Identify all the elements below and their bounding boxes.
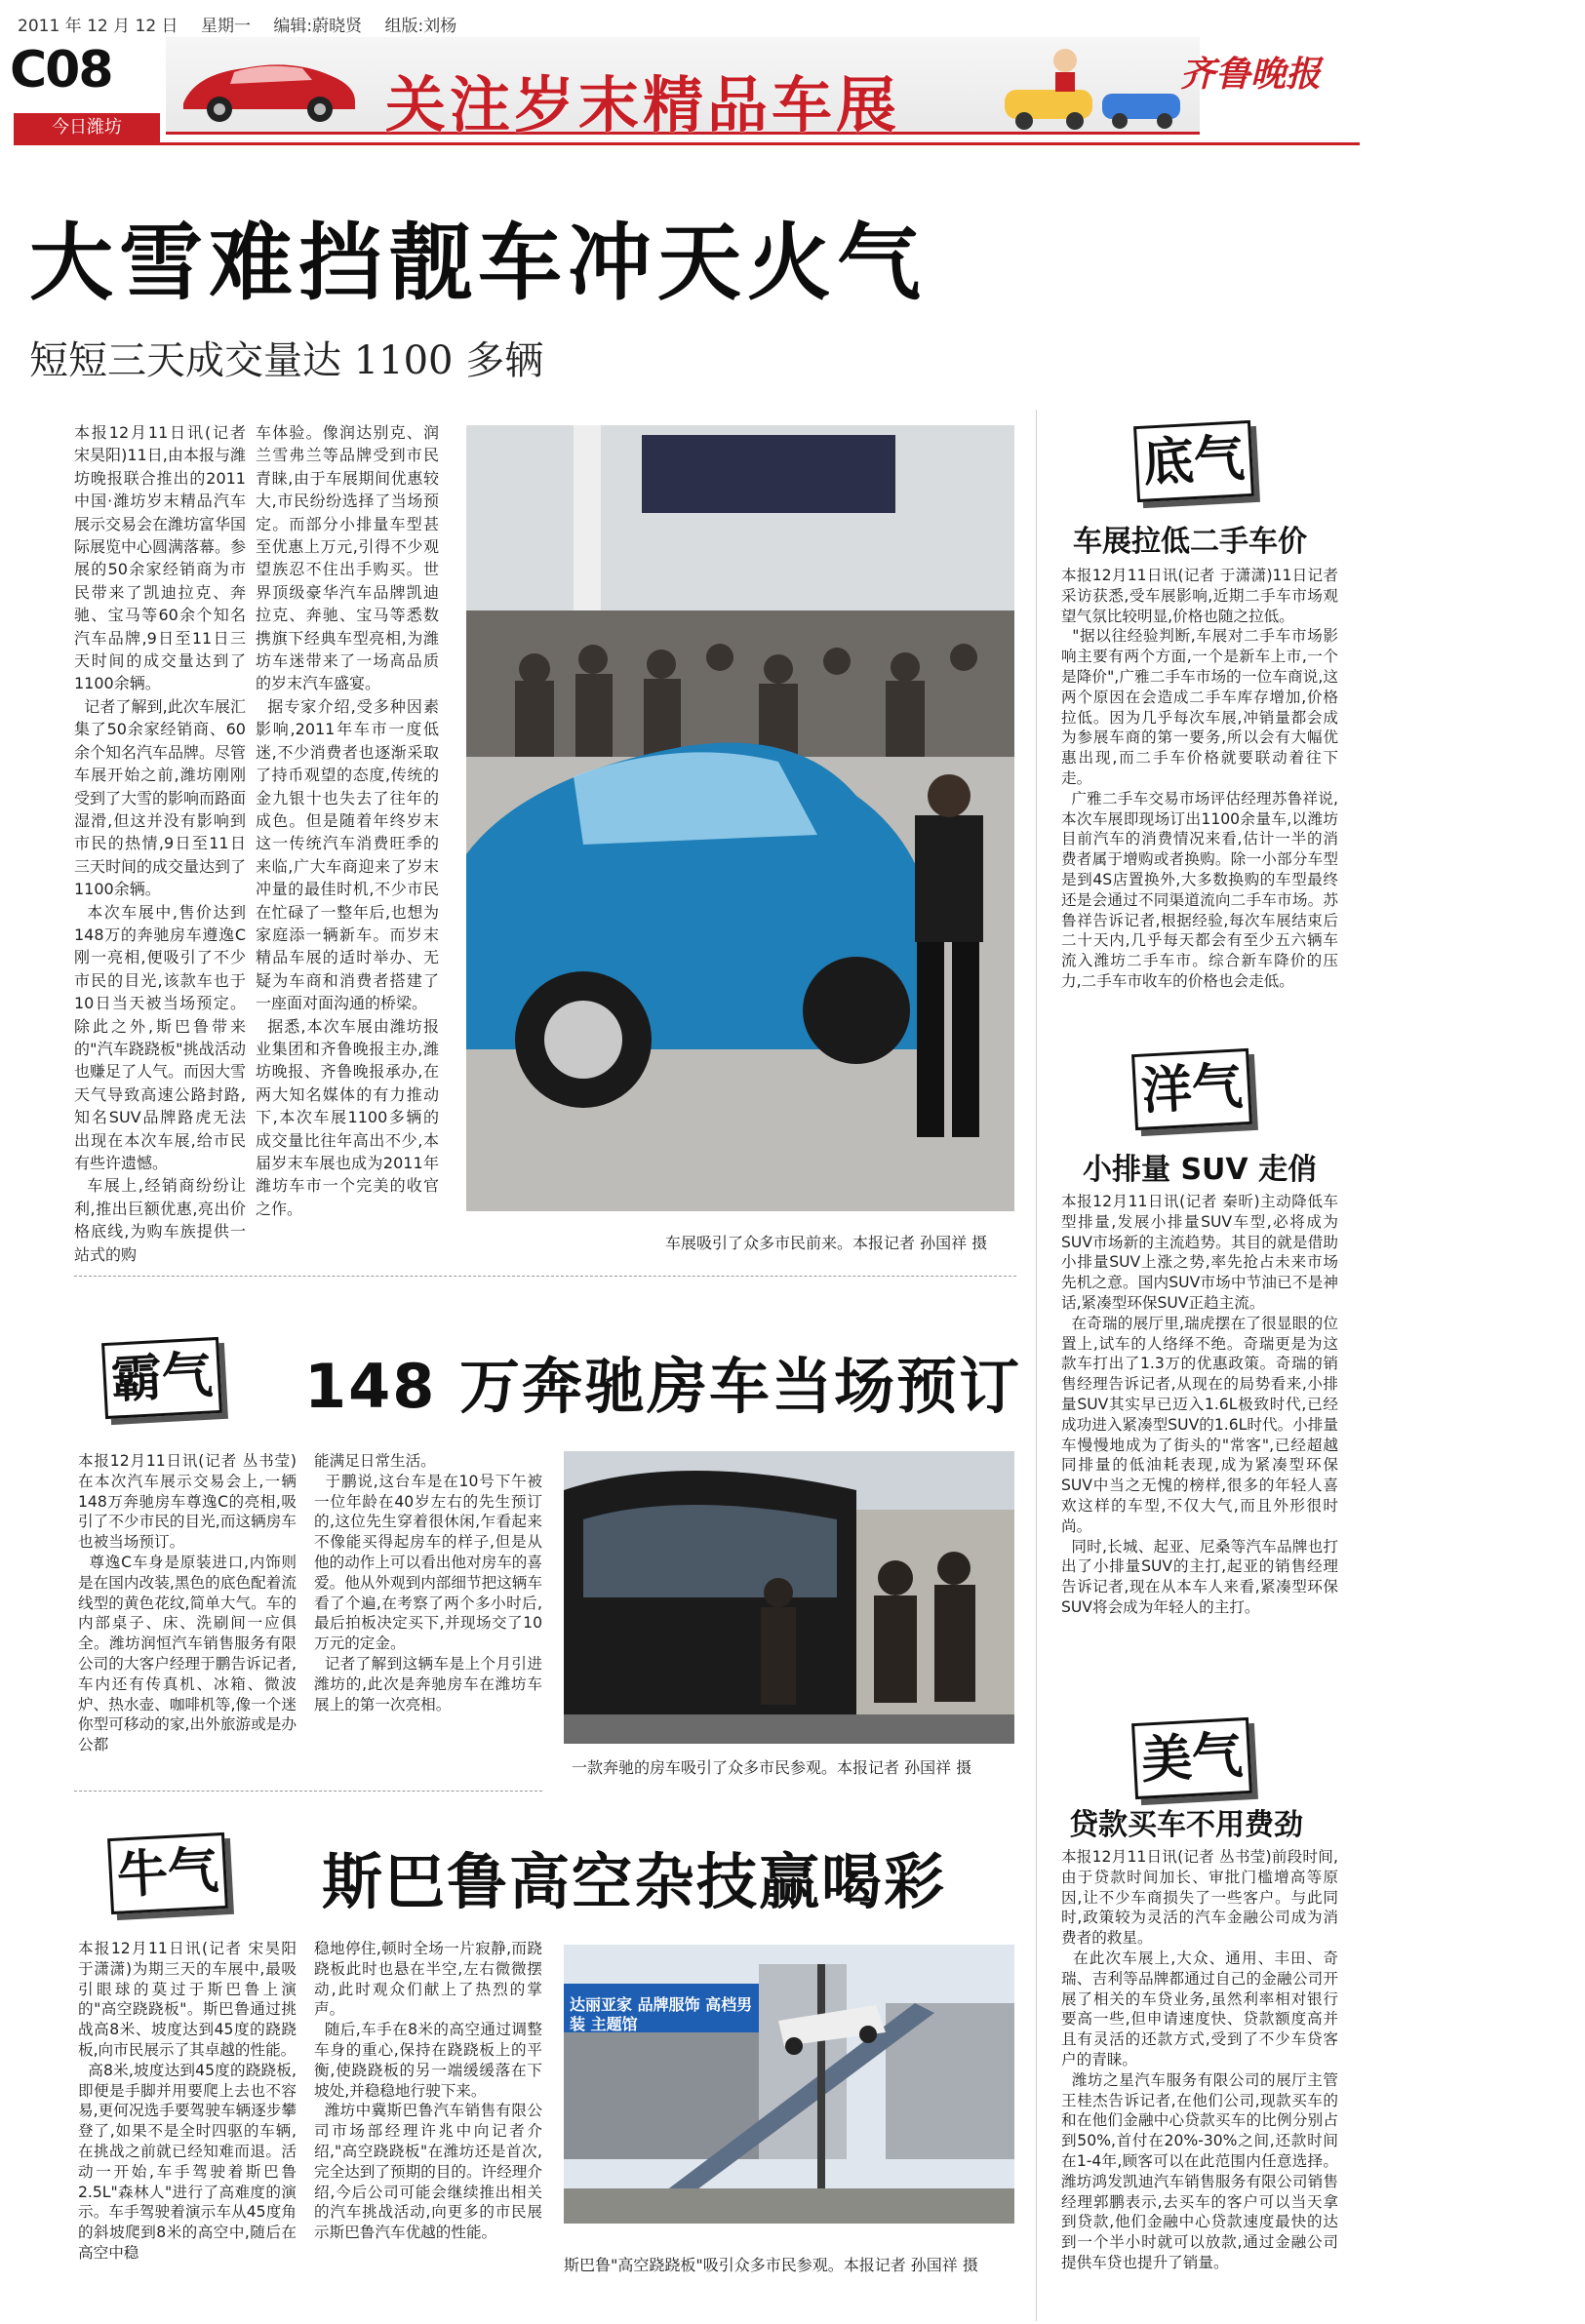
side-story-3-title: 贷款买车不用费劲 [1069,1808,1303,1842]
banner-cartoon-illustration [995,39,1200,133]
editor-credit: 编辑:蔚晓贤 [273,17,363,36]
benz-body-column-1: 本报12月11日讯(记者 丛书莹)在本次汽车展示交易会上,一辆148万奔驰房车尊逸C的亮相,吸引了不少市民的目光,而这辆房车也被当场预订。 尊逸C车身是原装进口,内饰则是在国内改装,黑色的底色配着流线型的黄色花纹,简单大气。车的内部桌子、床、洗刷间一应俱全。潍坊润恒汽车销售服务有限公司的大客户经理于鹏告诉记者,车内还有传真机、冰箱、微波炉、热水壶、咖啡机等,像一个迷你型可移动的家,出外旅游或是办公都 [78,1452,297,1754]
issue-date: 2011 年 12 月 12 日 [18,17,178,36]
section-divider [74,1276,1016,1277]
lead-body-column-1: 本报12月11日讯(记者 宋昊阳)11日,由本报与潍坊晚报联合推出的2011中国·潍坊岁末精品汽车展示交易会在潍坊富华国际展览中心圆满落幕。参展的50余家经销商为市民带来了凯迪拉克、奔驰、宝马等60余个知名汽车品牌,9日至11日三天时间的成交量达到了1100余辆。 记者了解到,此次车展汇集了50余家经销商、60余个知名汽车品牌。尽管车展开始之前,潍坊刚刚受到了大雪的影响而路面湿滑,但这并没有影响到市民的热情,9日至11日三天时间的成交量达到了1100余辆。 本次车展中,售价达到148万的奔驰房车遵逸C刚一亮相,便吸引了不少市民的目光,该款车也于10日当天被当场预定。除此之外,斯巴鲁带来的"汽车跷跷板"挑战活动也赚足了人气。而因大雪天气导致高速公路封路,知名SUV品牌路虎无法出现在本次车展,给市民有些许遗憾。 车展上,经销商纷纷让利,推出巨额优惠,亮出价格底线,为购车族提供一站式的购 [74,423,247,1264]
benz-photo-caption: 一款奔驰的房车吸引了众多市民参观。本报记者 孙国祥 摄 [572,1758,972,1777]
subaru-story-title: 斯巴鲁高空杂技赢喝彩 [322,1846,947,1917]
header-meta [18,12,474,36]
subaru-photo-seesaw [564,1945,1014,2224]
subaru-body-column-2: 稳地停住,顿时全场一片寂静,而跷跷板此时也悬在半空,左右微微摆动,此时观众们献上了热烈的掌声。 随后,车手在8米的高空通过调整车身的重心,保持在跷跷板上的平衡,使跷跷板的另一端缓缓落在下坡处,并稳稳地行驶下来。 潍坊中冀斯巴鲁汽车销售有限公司市场部经理许兆中向记者介绍,"高空跷跷板"在潍坊还是首次,完全达到了预期的目的。许经理介绍,今后公司可能会继续推出相关的汽车挑战活动,向更多的市民展示斯巴鲁汽车优越的性能。 [314,1940,542,2242]
subaru-photo-caption: 斯巴鲁"高空跷跷板"吸引众多市民参观。本报记者 孙国祥 摄 [564,2256,978,2274]
tag-meiqi: 美气 [1131,1717,1252,1799]
layout-credit: 组版:刘杨 [384,17,457,36]
section-divider [74,1791,542,1792]
benz-photo-motorhome-visitors [564,1451,1014,1744]
header-divider [14,142,1360,145]
side-story-2-body: 本报12月11日讯(记者 秦昕)主动降低车型排量,发展小排量SUV车型,必将成为SUV市场新的主流趋势。其目的就是借助小排量SUV上涨之势,率先抢占未来市场先机之意。国内SUV市场中节油已不是神话,紧凑型环保SUV正趋主流。 在奇瑞的展厅里,瑞虎摆在了很显眼的位置上,试车的人络绎不绝。奇瑞更是为这款车打出了1.3万的优惠政策。奇瑞的销售经理告诉记者,从现在的局势看来,小排量SUV其实早已迈入1.6L极致时代,已经成功进入紧凑型SUV的1.6L时代。小排量车慢慢地成为了街头的"常客",已经超越同排量的低油耗表现,成为紧凑型环保SUV中当之无愧的榜样,很多的年轻人喜欢这样的车型,不仅大气,而且外形很时尚。 同时,长城、起亚、尼桑等汽车品牌也打出了小排量SUV的主打,起亚的销售经理告诉记者,现在从本车人来看,紧凑型环保SUV将会成为年轻人的主打。 [1061,1193,1338,1616]
tag-yangqi: 洋气 [1131,1048,1252,1130]
section-tag: 今日潍坊 [14,113,160,142]
side-story-1-body: 本报12月11日讯(记者 于潇潇)11日记者采访获悉,受车展影响,近期二手车市场观望气氛比较明显,价格也随之拉低。 "据以往经验判断,车展对二手车市场影响主要有两个方面,一个是新车上市,一个是降价",广雅二手车市场的一位车商说,这两个原因在会造成二手车库存增加,价格拉低。因为几乎每次车展,冲销量都会成为参展车商的第一要务,所以会有大幅优惠出现,而二手车价格就要联动着往下走。 广雅二手车交易市场评估经理苏鲁祥说,本次车展即现场订出1100余量车,以潍坊目前汽车的消费情况来看,估计一半的消费者属于增购或者换购。除一小部分车型是到4S店置换外,大多数换购的车型最终还是会通过不同渠道流向二手车市场。苏鲁祥告诉记者,根据经验,每次车展结束后二十天内,几乎每天都会有至少五六辆车流入潍坊二手车市。综合新车降价的压力,二手车市收车的价格也会走低。 [1061,567,1338,990]
tag-baqi: 霸气 [101,1337,222,1419]
banner-title: 关注岁末精品车展 [385,69,901,140]
side-story-1-title: 车展拉低二手车价 [1073,525,1307,559]
benz-body-column-2: 能满足日常生活。 于鹏说,这台车是在10号下午被一位年龄在40岁左右的先生预订的,这位先生穿着很休闲,乍看起来不像能买得起房车的样子,但是从他的动作上可以看出他对房车的喜爱。他从外观到内部细节把这辆车看了个遍,在考察了两个多小时后,最后拍板决定买下,并现场交了10万元的定金。 记者了解到这辆车是上个月引进潍坊的,此次是奔驰房车在潍坊车展上的第一次亮相。 [314,1452,542,1713]
newspaper-masthead: 齐鲁晚报 [1180,54,1322,95]
lead-headline: 大雪难挡靓车冲天火气 [29,215,927,312]
benz-story-title: 148 万奔驰房车当场预订 [304,1351,1022,1422]
lead-photo-caption: 车展吸引了众多市民前来。本报记者 孙国祥 摄 [665,1234,988,1252]
subaru-photo-sign: 达丽亚家 品牌服饰 高档男装 主题馆 [570,1995,753,2033]
lead-subhead: 短短三天成交量达 1100 多辆 [29,338,544,383]
banner-car-illustration [176,45,361,127]
issue-weekday: 星期一 [200,17,251,36]
column-divider [1036,410,1037,2321]
tag-diqi: 底气 [1133,420,1254,502]
side-story-3-body: 本报12月11日讯(记者 丛书莹)前段时间,由于贷款时间加长、审批门槛增高等原因,让不少车商损失了一些客户。与此同时,政策较为灵活的汽车金融公司成为消费者的救星。 在此次车展上,大众、通用、丰田、奇瑞、吉利等品牌都通过自己的金融公司开展了相关的车贷业务,虽然利率相对银行要高一些,但申请速度快、贷款额度高并且有灵活的还款方式,受到了不少车贷客户的青睐。 潍坊之星汽车服务有限公司的展厅主管王桂杰告诉记者,在他们公司,现款买车的和在他们金融中心贷款买车的比例分别占到50%,首付在20%-30%之间,还款时间在1-4年,顾客可以在此范围内任意选择。潍坊鸿发凯迪汽车销售服务有限公司销售经理郭鹏表示,去买车的客户可以当天拿到贷款,他们金融中心贷款速度最快的达到一个半小时就可以放款,通过金融公司提供车贷也提升了销量。 [1061,1848,1338,2271]
page-number: C08 [10,41,112,99]
subaru-body-column-1: 本报12月11日讯(记者 宋昊阳 于潇潇)为期三天的车展中,最吸引眼球的莫过于斯巴鲁上演的"高空跷跷板"。斯巴鲁通过挑战高8米、坡度达到45度的跷跷板,向市民展示了其卓越的性能。 高8米,坡度达到45度的跷跷板,即便是手脚并用要爬上去也不容易,更何况选手要驾驶车辆逐步攀登了,如果不是全时四驱的车辆,在挑战之前就已经知难而退。活动一开始,车手驾驶着斯巴鲁2.5L"森林人"进行了高难度的演示。车手驾驶着演示车从45度角的斜坡爬到8米的高空中,随后在高空中稳 [78,1940,297,2262]
side-story-2-title: 小排量 SUV 走俏 [1083,1153,1318,1187]
lead-body-column-2: 车体验。像润达别克、润兰雪弗兰等品牌受到市民青睐,由于车展期间优惠较大,市民纷纷选择了当场预定。而部分小排量车型甚至优惠上万元,引得不少观望族忍不住出手购买。世界顶级豪华汽车品牌凯迪拉克、奔驰、宝马等悉数携旗下经典车型亮相,为潍坊车迷带来了一场高品质的岁末汽车盛宴。 据专家介绍,受多种因素影响,2011年车市一度低迷,不少消费者也逐渐采取了持币观望的态度,传统的金九银十也失去了往年的成色。但是随着年终岁末这一传统汽车消费旺季的来临,广大车商迎来了岁末冲量的最佳时机,不少市民在忙碌了一整年后,也想为家庭添一辆新车。而岁末精品车展的适时举办、无疑为车商和消费者搭建了一座面对面沟通的桥梁。 据悉,本次车展由潍坊报业集团和齐鲁晚报主办,潍坊晚报、齐鲁晚报承办,在两大知名媒体的有力推动下,本次车展1100多辆的成交量比往年高出不少,本届岁末车展也成为2011年潍坊车市一个完美的收官之作。 [256,423,439,1218]
tag-niuqi: 牛气 [107,1832,228,1914]
lead-photo-car-show-crowd [466,425,1014,1211]
